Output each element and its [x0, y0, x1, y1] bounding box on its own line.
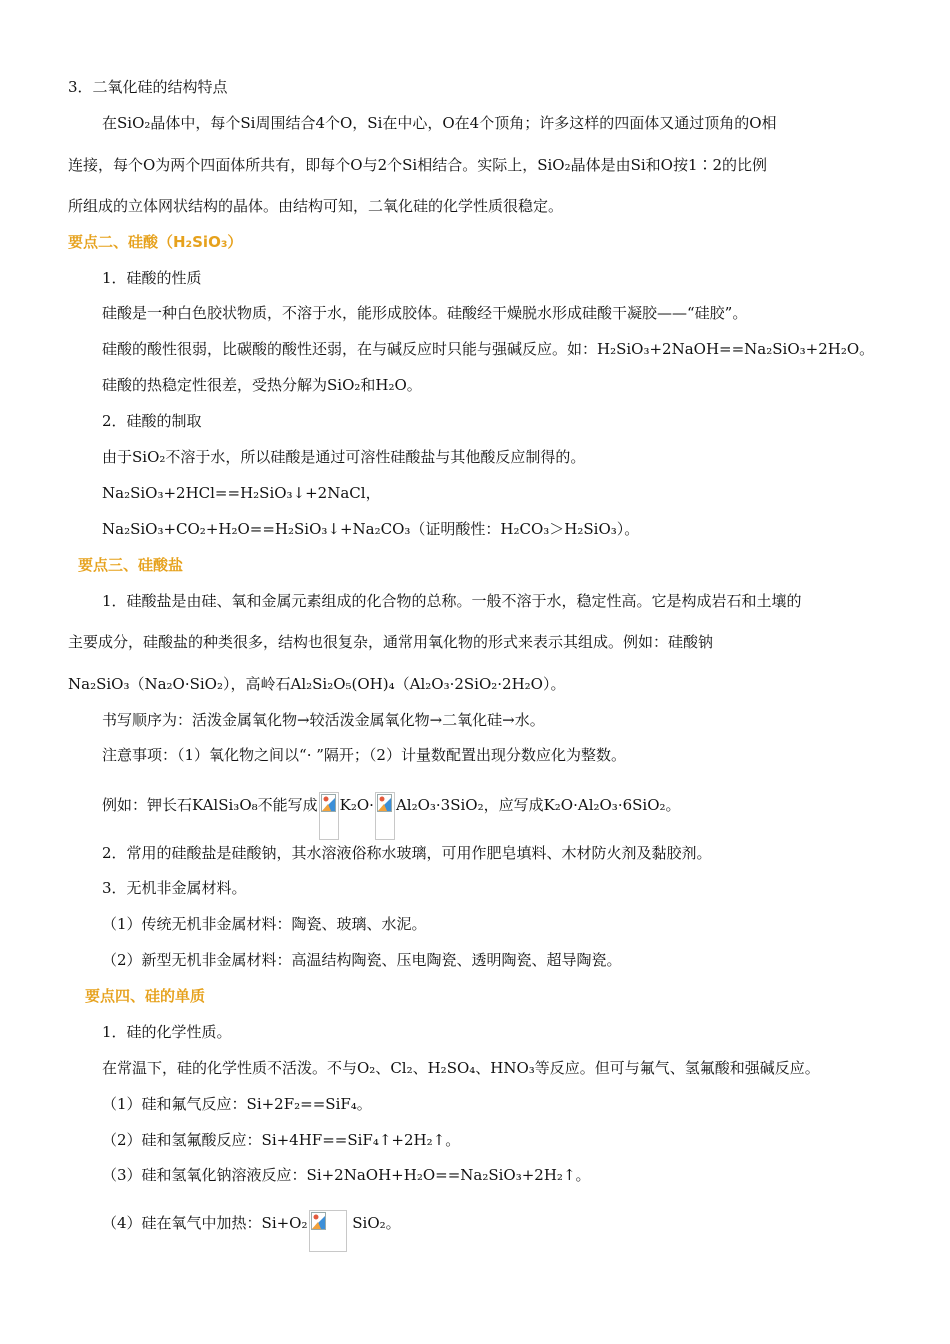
equation-line: Na₂SiO₃+2HCl==H₂SiO₃↓+2NaCl， — [102, 484, 381, 502]
reaction-line — [102, 1210, 401, 1252]
paragraph-line: 主要成分，硅酸盐的种类很多，结构也很复杂，通常用氧化物的形式来表示其组成。例如：硅酸钠 — [68, 633, 714, 651]
reaction-text: SiO₂。 — [352, 1214, 401, 1232]
example-line — [102, 792, 681, 840]
paragraph-line: 所组成的立体网状结构的晶体。由结构可知，二氧化硅的化学性质很稳定。 — [68, 197, 564, 215]
heading-silicon-element: 要点四、硅的单质 — [85, 987, 206, 1005]
paragraph-line: 硅酸的酸性很弱，比碳酸的酸性还弱，在与碱反应时只能与强碱反应。如：H₂SiO₃+2NaOH==Na₂SiO₃+2H₂O。 — [102, 340, 875, 358]
paragraph-line: 硅酸是一种白色胶状物质，不溶于水，能形成胶体。硅酸经干燥脱水形成硅酸干凝胶——“硅胶”。 — [102, 304, 748, 322]
heading-silicates: 要点三、硅酸盐 — [78, 556, 184, 574]
reaction-line: （2）硅和氢氟酸反应：Si+4HF==SiF₄↑+2H₂↑。 — [102, 1131, 461, 1149]
reaction-line: （1）硅和氟气反应：Si+2F₂==SiF₄。 — [102, 1095, 372, 1113]
subheading: 1．硅酸的性质 — [102, 269, 202, 287]
subheading: 1．硅的化学性质。 — [102, 1023, 232, 1041]
equation-line: Na₂SiO₃+CO₂+H₂O==H₂SiO₃↓+Na₂CO₃（证明酸性：H₂CO₃＞H₂SiO₃）。 — [102, 520, 640, 538]
paragraph-line: 在常温下，硅的化学性质不活泼。不与O₂、Cl₂、H₂SO₄、HNO₃等反应。但可与氟气、氢氟酸和强碱反应。 — [102, 1059, 820, 1077]
section-title-structure: 3．二氧化硅的结构特点 — [68, 78, 228, 96]
paragraph-line: 2．常用的硅酸盐是硅酸钠，其水溶液俗称水玻璃，可用作肥皂填料、木材防火剂及黏胶剂。 — [102, 844, 712, 862]
list-item: （1）传统无机非金属材料：陶瓷、玻璃、水泥。 — [102, 915, 427, 933]
paragraph-line: 书写顺序为：活泼金属氧化物→较活泼金属氧化物→二氧化硅→水。 — [102, 711, 545, 729]
paragraph-line: 1．硅酸盐是由硅、氧和金属元素组成的化合物的总称。一般不溶于水，稳定性高。它是构成岩石和土壤的 — [102, 592, 802, 610]
example-text: 例如：钾长石KAlSi₃O₈不能写成 — [102, 796, 318, 814]
paragraph-line: 在SiO₂晶体中，每个Si周围结合4个O，Si在中心，O在4个顶角；许多这样的四面体又通过顶角的O相 — [102, 114, 777, 132]
broken-image-icon — [319, 792, 339, 840]
paragraph-line: 注意事项：（1）氧化物之间以“· ”隔开；（2）计量数配置出现分数应化为整数。 — [102, 746, 626, 764]
paragraph-line: 由于SiO₂不溶于水，所以硅酸是通过可溶性硅酸盐与其他酸反应制得的。 — [102, 448, 586, 466]
broken-image-icon — [375, 792, 395, 840]
heading-silicic-acid: 要点二、硅酸（H₂SiO₃） — [68, 233, 243, 251]
broken-image-icon — [309, 1210, 347, 1252]
subheading: 2．硅酸的制取 — [102, 412, 202, 430]
example-text: K₂O· — [339, 796, 374, 814]
reaction-line: （3）硅和氢氧化钠溶液反应：Si+2NaOH+H₂O==Na₂SiO₃+2H₂↑。 — [102, 1166, 591, 1184]
paragraph-line: 连接，每个O为两个四面体所共有，即每个O与2个Si相结合。实际上，SiO₂晶体是由Si和O按1∶2的比例 — [68, 156, 768, 174]
list-item: （2）新型无机非金属材料：高温结构陶瓷、压电陶瓷、透明陶瓷、超导陶瓷。 — [102, 951, 622, 969]
example-text: Al₂O₃·3SiO₂，应写成K₂O·Al₂O₃·6SiO₂。 — [395, 796, 681, 814]
reaction-text: （4）硅在氧气中加热：Si+O₂ — [102, 1214, 308, 1232]
subheading: 3．无机非金属材料。 — [102, 879, 247, 897]
paragraph-line: 硅酸的热稳定性很差，受热分解为SiO₂和H₂O。 — [102, 376, 422, 394]
paragraph-line: Na₂SiO₃（Na₂O·SiO₂），高岭石Al₂Si₂O₅(OH)₄（Al₂O₃·2SiO₂·2H₂O）。 — [68, 675, 566, 693]
